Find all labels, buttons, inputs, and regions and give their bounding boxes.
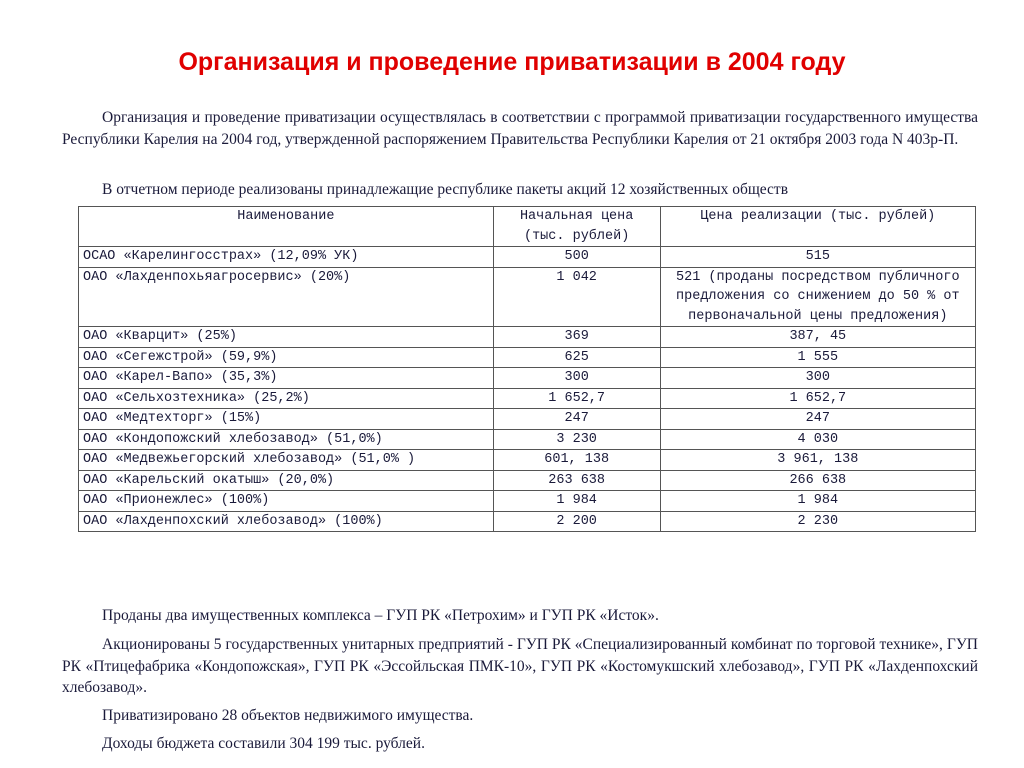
cell-start-price: 263 638 (493, 470, 660, 491)
cell-name: ОАО «Прионежлес» (100%) (79, 491, 494, 512)
cell-sale-price: 247 (660, 409, 975, 430)
cell-name: ОАО «Карельский окатыш» (20,0%) (79, 470, 494, 491)
cell-start-price: 500 (493, 247, 660, 268)
sold-complexes-paragraph: Проданы два имущественных комплекса – ГУП РК «Петрохим» и ГУП РК «Исток». (102, 607, 659, 624)
table-body (79, 247, 976, 532)
table-row (79, 470, 976, 491)
table-row (79, 450, 976, 471)
cell-start-price: 247 (493, 409, 660, 430)
cell-start-price: 3 230 (493, 429, 660, 450)
cell-start-price: 625 (493, 347, 660, 368)
cell-name: ОАО «Кварцит» (25%) (79, 327, 494, 348)
cell-name: ОСАО «Карелингосстрах» (12,09% УК) (79, 247, 494, 268)
cell-sale-price: 1 555 (660, 347, 975, 368)
cell-name: ОАО «Медтехторг» (15%) (79, 409, 494, 430)
cell-start-price: 1 984 (493, 491, 660, 512)
table-header-row (79, 207, 976, 247)
cell-sale-price: 4 030 (660, 429, 975, 450)
table-row (79, 409, 976, 430)
cell-start-price: 601, 138 (493, 450, 660, 471)
page-title: Организация и проведение приватизации в 2004 году (178, 48, 846, 76)
header-start-price: Начальная цена (тыс. рублей) (493, 207, 660, 247)
cell-start-price: 369 (493, 327, 660, 348)
cell-sale-price: 266 638 (660, 470, 975, 491)
cell-sale-price: 521 (проданы посредством публичного предложения со снижением до 50 % от первоначальной цены предложения) (660, 267, 975, 327)
period-paragraph: В отчетном периоде реализованы принадлежащие республике пакеты акций 12 хозяйственных обществ (102, 181, 789, 198)
cell-sale-price: 2 230 (660, 511, 975, 532)
cell-name: ОАО «Лахденпохьяагросервис» (20%) (79, 267, 494, 327)
cell-name: ОАО «Карел-Вапо» (35,3%) (79, 368, 494, 389)
table-row (79, 388, 976, 409)
cell-sale-price: 1 984 (660, 491, 975, 512)
table-row (79, 511, 976, 532)
shares-table (78, 206, 976, 532)
cell-name: ОАО «Медвежьегорский хлебозавод» (51,0% ) (79, 450, 494, 471)
cell-sale-price: 300 (660, 368, 975, 389)
header-sale-price: Цена реализации (тыс. рублей) (660, 207, 975, 247)
revenue-paragraph: Доходы бюджета составили 304 199 тыс. рублей. (102, 735, 425, 752)
table-row (79, 491, 976, 512)
table-row (79, 267, 976, 327)
cell-sale-price: 515 (660, 247, 975, 268)
intro-paragraph: Организация и проведение приватизации осуществлялась в соответствии с программой приватизации государственного имущества Республики Карелия на 2004 год, утвержденной распоряжением Правительства Республики Карелия от 21 октября 2003 года N 403р-П. (62, 109, 978, 148)
cell-sale-price: 1 652,7 (660, 388, 975, 409)
cell-start-price: 300 (493, 368, 660, 389)
table-row (79, 347, 976, 368)
table-row (79, 429, 976, 450)
corporatized-paragraph: Акционированы 5 государственных унитарных предприятий - ГУП РК «Специализированный комбинат по торговой технике», ГУП РК «Птицефабрика «Кондопожская», ГУП РК «Эссойльская ПМК-10», ГУП РК «Костомукшский хлебозавод», ГУП РК «Лахденпохский хлебозавод». (62, 636, 978, 696)
table-row (79, 247, 976, 268)
cell-name: ОАО «Лахденпохский хлебозавод» (100%) (79, 511, 494, 532)
cell-start-price: 2 200 (493, 511, 660, 532)
cell-name: ОАО «Сельхозтехника» (25,2%) (79, 388, 494, 409)
cell-sale-price: 3 961, 138 (660, 450, 975, 471)
cell-start-price: 1 042 (493, 267, 660, 327)
cell-start-price: 1 652,7 (493, 388, 660, 409)
privatized-paragraph: Приватизировано 28 объектов недвижимого имущества. (102, 707, 474, 724)
cell-sale-price: 387, 45 (660, 327, 975, 348)
cell-name: ОАО «Сегежстрой» (59,9%) (79, 347, 494, 368)
header-name: Наименование (79, 207, 494, 247)
table-row (79, 327, 976, 348)
table-row (79, 368, 976, 389)
cell-name: ОАО «Кондопожский хлебозавод» (51,0%) (79, 429, 494, 450)
